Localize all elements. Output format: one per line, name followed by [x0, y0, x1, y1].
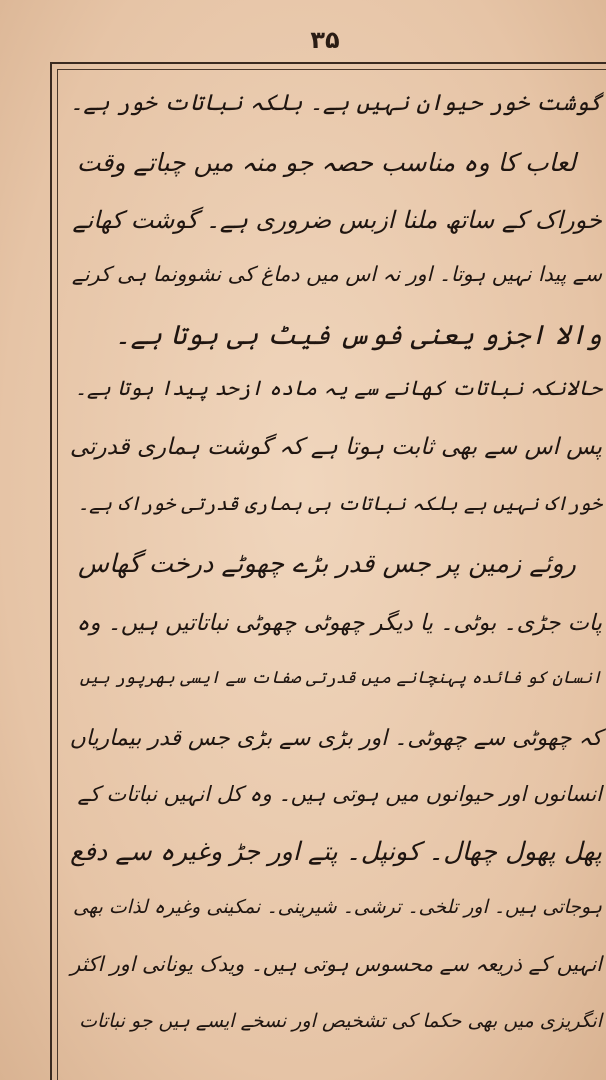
text-line: پات جڑی۔ بوٹی۔ یا دیگر چھوٹی چھوٹی نباتاتیں ہیں۔ وہ [76, 610, 602, 636]
text-line: انگریزی میں بھی حکما کی تشخیص اور نسخے ایسے ہیں جو نباتات [79, 1010, 602, 1032]
page-number: ۳۵ [310, 26, 340, 54]
text-line: خوراک نہیں ہے بلکہ نباتات ہی ہماری قدرتی خوراک ہے۔ [77, 492, 602, 515]
text-line: انہیں کے ذریعہ سے محسوس ہوتی ہیں۔ ویدک یونانی اور اکثر [70, 952, 602, 976]
text-line: پھل پھول چھال۔ کونپل۔ پتے اور جڑ وغیرہ سے دفع [70, 837, 602, 867]
text-line: کہ چھوٹی سے چھوٹی۔ اور بڑی سے بڑی جس قدر بیماریاں [69, 726, 602, 751]
text-line: والا اجزو یعنی فوس فیٹ ہی ہوتا ہے۔ [114, 320, 602, 351]
text-line: پس اس سے بھی ثابت ہوتا ہے کہ گوشت ہماری قدرتی [69, 434, 602, 460]
text-line: انسانوں اور حیوانوں میں ہوتی ہیں۔ وہ کل انہیں نباتات کے [77, 782, 602, 806]
text-line: روئے زمین پر جس قدر بڑے چھوٹے درخت گھاس [77, 549, 576, 579]
text-line: سے پیدا نہیں ہوتا۔ اور نہ اس میں دماغ کی نشوونما ہی کرنے [71, 262, 602, 286]
text-line: حالانکہ نباتات کھانے سے یہ مادہ ازحد پیدا ہوتا ہے۔ [74, 376, 602, 400]
text-line: گوشت خور حیوان نہیں ہے۔ بلکہ نباتات خور ہے۔ [70, 90, 602, 116]
text-line: خوراک کے ساتھ ملنا ازبس ضروری ہے۔ گوشت کھانے [72, 206, 602, 234]
text-line: انسان کو فائدہ پہنچانے میں قدرتی صفات سے ایسی بھرپور ہیں [79, 668, 602, 688]
text-line: لعاب کا وہ مناسب حصہ جو منہ میں چباتے وقت [76, 148, 576, 177]
text-line: ہوجاتی ہیں۔ اور تلخی۔ ترشی۔ شیرینی۔ نمکینی وغیرہ لذات بھی [73, 896, 602, 918]
